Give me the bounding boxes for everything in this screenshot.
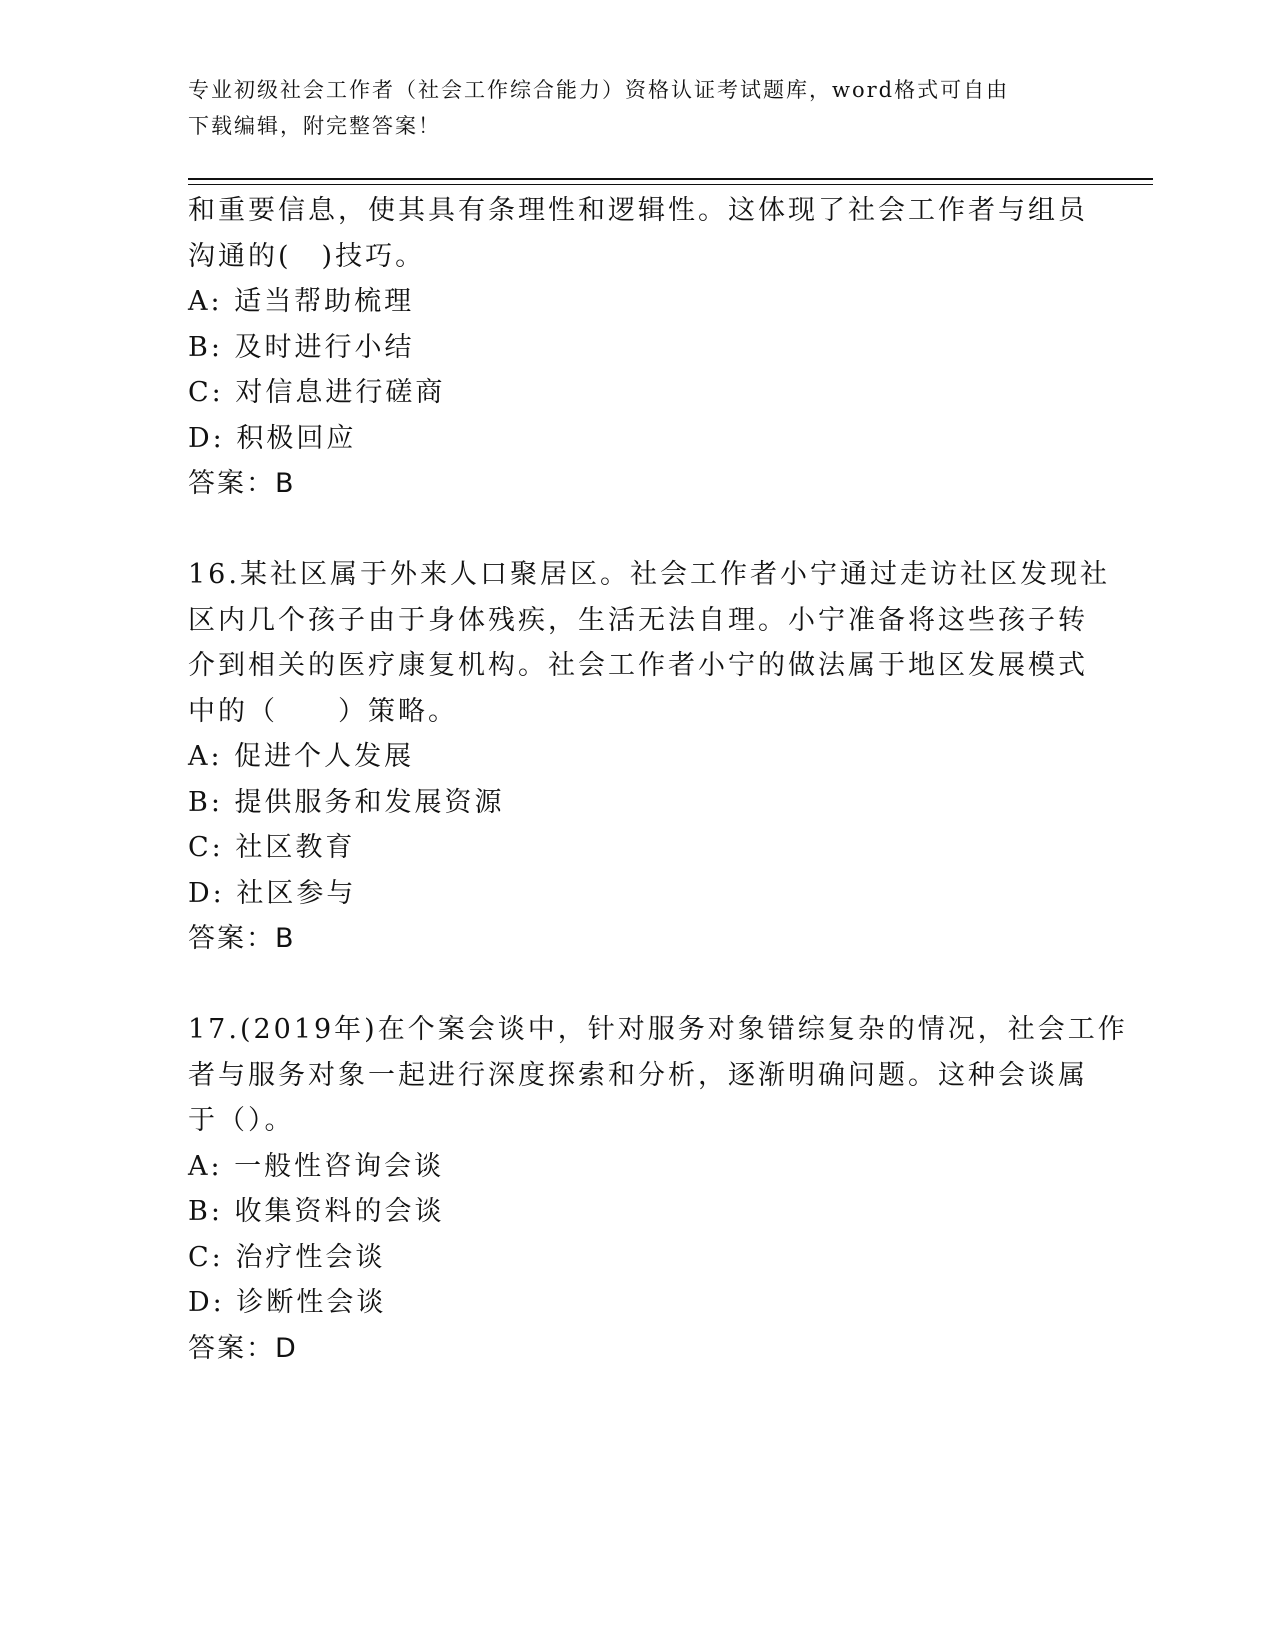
option-c: C: 社区教育 — [188, 832, 356, 863]
question-stem-line: 17.(2019年)在个案会谈中，针对服务对象错综复杂的情况，社会工作 — [188, 1014, 1128, 1045]
question-stem-line: 区内几个孩子由于身体残疾，生活无法自理。小宁准备将这些孩子转 — [188, 604, 1088, 636]
question-stem-line: 沟通的( )技巧。 — [188, 240, 426, 272]
question-stem-line: 者与服务对象一起进行深度探索和分析，逐渐明确问题。这种会谈属 — [188, 1059, 1088, 1091]
question-stem-line: 介到相关的医疗康复机构。社会工作者小宁的做法属于地区发展模式 — [188, 650, 1088, 681]
option-d: D: 积极回应 — [188, 422, 357, 454]
header-line-1: 专业初级社会工作者（社会工作综合能力）资格认证考试题库，word格式可自由 — [188, 78, 1010, 102]
option-b: B: 收集资料的会谈 — [188, 1196, 445, 1227]
question-stem-line: 16.某社区属于外来人口聚居区。社会工作者小宁通过走访社区发现社 — [188, 559, 1110, 590]
question-16 — [188, 552, 1110, 962]
question-15-continued — [188, 188, 1088, 507]
answer-line: 答案：D — [188, 1332, 298, 1364]
header-divider-thin — [188, 184, 1153, 185]
answer-line: 答案：B — [188, 468, 296, 499]
answer-line: 答案：B — [188, 923, 296, 954]
question-spacer — [188, 507, 1088, 552]
question-spacer — [188, 962, 1088, 1007]
option-a: A: 一般性咨询会谈 — [188, 1150, 445, 1182]
question-stem-line: 中的（ ）策略。 — [188, 695, 458, 727]
document-header — [188, 72, 1068, 144]
option-d: D: 诊断性会谈 — [188, 1287, 387, 1318]
option-a: A: 促进个人发展 — [188, 741, 415, 772]
question-stem-line: 于（）。 — [188, 1105, 295, 1136]
question-list — [188, 188, 1128, 1372]
option-c: C: 对信息进行磋商 — [188, 377, 446, 408]
header-line-2: 下载编辑，附完整答案！ — [188, 114, 441, 138]
question-17 — [188, 1007, 1128, 1372]
option-b: B: 及时进行小结 — [188, 331, 415, 363]
option-c: C: 治疗性会谈 — [188, 1241, 386, 1273]
question-stem-line: 和重要信息，使其具有条理性和逻辑性。这体现了社会工作者与组员 — [188, 195, 1088, 226]
option-b: B: 提供服务和发展资源 — [188, 786, 505, 818]
option-a: A: 适当帮助梳理 — [188, 286, 415, 317]
header-divider-thick — [188, 178, 1153, 180]
option-d: D: 社区参与 — [188, 877, 357, 909]
